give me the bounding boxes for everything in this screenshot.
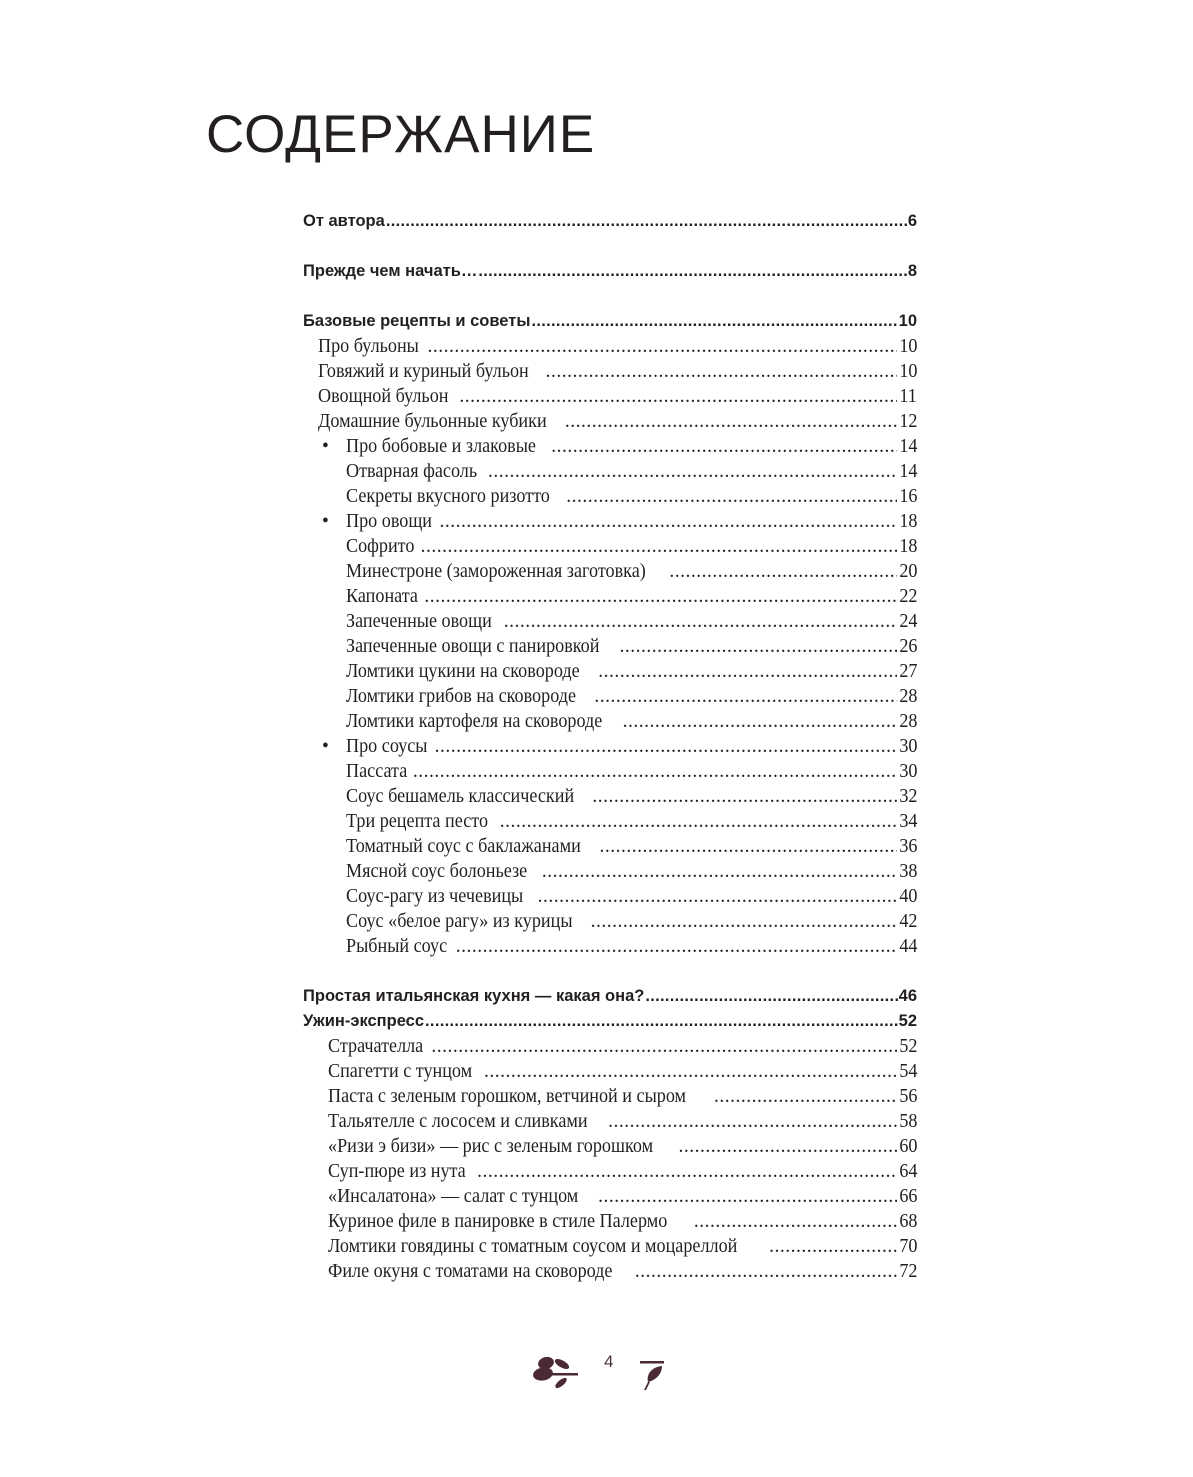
toc-entry-page: 44 [898,936,917,957]
toc-entry-page: 30 [898,736,917,757]
toc-entry[interactable] [303,1234,917,1259]
toc-entry-title: Софрито [346,536,415,557]
toc-entry-title: Про соусы [346,736,428,757]
toc-entry-title: Паста с зеленым горошком, ветчиной и сыром [328,1086,687,1107]
dot-leader [427,334,896,359]
toc-entry[interactable] [303,434,917,459]
dot-leader [769,1234,896,1259]
toc-entry-page: 34 [898,811,917,832]
toc-entry-page: 66 [898,1186,917,1207]
toc-entry-title: Куриное филе в панировке в стиле Палермо [328,1211,668,1232]
dot-leader [598,659,896,684]
toc-entry-title: Соус «белое рагу» из курицы [346,911,573,932]
toc-entry[interactable] [303,709,917,734]
toc-entry-page: 30 [898,761,917,782]
toc-entry[interactable] [303,534,917,559]
toc-entry-page: 14 [898,436,917,457]
toc-entry[interactable] [303,934,917,959]
toc-entry-title: «Ризи э бизи» — рис с зеленым горошком [328,1136,654,1157]
dot-leader [679,1134,897,1159]
toc-entry[interactable] [303,509,917,534]
toc-entry-title: Овощной бульон [318,386,449,407]
toc-entry[interactable] [303,1159,917,1184]
dot-leader [592,784,896,809]
dot-leader [431,1034,896,1059]
dot-leader [645,984,897,1009]
toc-entry-page: 14 [898,461,917,482]
toc-chapter[interactable] [303,1009,917,1034]
dot-leader [546,359,897,384]
dot-leader [565,409,897,434]
dot-leader [459,384,897,409]
toc-entry-title: Минестроне (замороженная заготовка) [346,561,646,582]
toc-entry-page: 38 [898,861,917,882]
toc-entry-page: 11 [899,386,917,407]
toc-entry-title: Запеченные овощи [346,611,492,632]
toc-entry[interactable] [303,459,917,484]
toc-entry[interactable] [303,484,917,509]
toc-entry-title: От автора [303,212,385,230]
toc-entry-page: 20 [898,561,917,582]
toc-entry[interactable] [303,1184,917,1209]
dot-leader [456,934,897,959]
page-footer [532,1350,672,1400]
dot-leader [531,309,897,334]
dot-leader [594,684,896,709]
toc-entry-title: Мясной соус болоньезе [346,861,528,882]
toc-entry[interactable] [303,684,917,709]
toc-entry-page: 24 [898,611,917,632]
toc-entry-title: Филе окуня с томатами на сковороде [328,1261,613,1282]
toc-entry-title: Томатный соус с баклажанами [346,836,581,857]
dot-leader [591,909,897,934]
dot-leader [478,259,906,284]
toc-entry-title: Ломтики картофеля на сковороде [346,711,603,732]
toc-entry-page: 26 [898,636,917,657]
toc-entry-page: 70 [898,1236,917,1257]
dot-leader [635,1259,897,1284]
toc-entry-page: 46 [898,987,917,1005]
toc-chapter[interactable] [303,259,917,284]
toc-entry[interactable] [303,1059,917,1084]
toc-entry-title: Секреты вкусного ризотто [346,486,550,507]
toc-entry[interactable] [303,334,917,359]
toc-entry-title: Про бобовые и злаковые [346,436,536,457]
dot-leader [500,809,897,834]
toc-entry-page: 72 [898,1261,917,1282]
toc-entry[interactable] [303,359,917,384]
toc-entry-title: Говяжий и куриный бульон [318,361,529,382]
dot-leader [484,1059,897,1084]
toc-entry-page: 28 [898,686,917,707]
dot-leader [714,1084,897,1109]
dot-leader [542,859,897,884]
toc-entry-page: 16 [898,486,917,507]
toc-entry-page: 64 [898,1161,917,1182]
toc-entry[interactable] [303,634,917,659]
toc-entry-page: 40 [898,886,917,907]
toc-entry-page: 18 [898,536,917,557]
dot-leader [599,834,896,859]
toc-entry-page: 10 [898,312,917,330]
toc-entry[interactable] [303,784,917,809]
toc-entry-title: Домашние бульонные кубики [318,411,547,432]
toc-entry-title: Про бульоны [318,336,419,357]
dot-leader [421,534,897,559]
toc-entry[interactable] [303,1134,917,1159]
toc-entry-title: Соус-рагу из чечевицы [346,886,524,907]
toc-entry[interactable] [303,609,917,634]
toc-entry-page: 58 [898,1111,917,1132]
toc-entry-page: 6 [907,212,917,230]
toc-entry[interactable] [303,1084,917,1109]
dot-leader [488,459,897,484]
dot-leader [598,1184,896,1209]
table-of-contents [303,209,917,1284]
toc-entry-page: 8 [907,262,917,280]
dot-leader [551,434,896,459]
dot-leader [504,609,897,634]
dot-leader [538,884,897,909]
toc-entry-page: 18 [898,511,917,532]
toc-entry-title: Рыбный соус [346,936,448,957]
toc-entry-page: 56 [898,1086,917,1107]
dot-leader [566,484,896,509]
toc-entry-title: Запеченные овощи с панировкой [346,636,600,657]
toc-entry[interactable] [303,759,917,784]
toc-entry-page: 42 [898,911,917,932]
toc-entry-page: 52 [898,1012,917,1030]
toc-entry[interactable] [303,809,917,834]
toc-entry[interactable] [303,659,917,684]
toc-entry-title: Пассата [346,761,408,782]
toc-entry-page: 36 [898,836,917,857]
toc-entry-title: Страчателла [328,1036,424,1057]
toc-entry[interactable] [303,1259,917,1284]
toc-entry[interactable] [303,884,917,909]
toc-chapter[interactable] [303,309,917,334]
leaf-icon [638,1360,668,1400]
toc-entry[interactable] [303,1109,917,1134]
toc-entry-title: Прежде чем начать… [303,262,478,280]
dot-leader [623,709,897,734]
toc-entry[interactable] [303,409,917,434]
toc-entry[interactable] [303,834,917,859]
toc-entry-title: Ломтики грибов на сковороде [346,686,577,707]
dot-leader [425,1009,898,1034]
bullet-icon: • [322,511,329,532]
toc-entry[interactable] [303,1034,917,1059]
toc-entry[interactable] [303,1209,917,1234]
toc-entry-page: 28 [898,711,917,732]
toc-entry-title: Тальятелле с лососем и сливками [328,1111,588,1132]
toc-entry-page: 54 [898,1061,917,1082]
toc-entry-title: Три рецепта песто [346,811,489,832]
toc-entry-title: Капоната [346,586,418,607]
page-number: 4 [604,1352,614,1371]
dot-leader [620,634,897,659]
toc-chapter[interactable] [303,209,917,234]
toc-entry-page: 10 [898,336,917,357]
toc-entry-title: Базовые рецепты и советы [303,312,531,330]
toc-entry-title: «Инсалатона» — салат с тунцом [328,1186,579,1207]
toc-entry-title: Соус бешамель классический [346,786,575,807]
bullet-icon: • [322,436,329,457]
toc-entry[interactable] [303,559,917,584]
dot-leader [413,759,897,784]
dot-leader [694,1209,897,1234]
toc-entry[interactable] [303,909,917,934]
toc-entry-title: Спагетти с тунцом [328,1061,473,1082]
toc-entry-title: Ломтики цукини на сковороде [346,661,580,682]
toc-entry-page: 22 [898,586,917,607]
toc-entry-page: 12 [898,411,917,432]
dot-leader [608,1109,896,1134]
dot-leader [386,209,907,234]
toc-entry[interactable] [303,384,917,409]
toc-entry[interactable] [303,734,917,759]
toc-chapter[interactable] [303,984,917,1009]
toc-entry-page: 68 [898,1211,917,1232]
toc-entry[interactable] [303,584,917,609]
page-title: СОДЕРЖАНИЕ [206,105,596,164]
dot-leader [424,584,896,609]
toc-entry-title: Суп-пюре из нута [328,1161,466,1182]
bullet-icon: • [322,736,329,757]
toc-entry-page: 32 [898,786,917,807]
toc-entry-page: 60 [898,1136,917,1157]
toc-entry-page: 52 [898,1036,917,1057]
toc-entry-page: 27 [898,661,917,682]
toc-entry-title: Простая итальянская кухня — какая она? [303,987,645,1005]
toc-entry-title: Ужин-экспресс [303,1012,425,1030]
dot-leader [439,509,896,534]
dot-leader [477,1159,896,1184]
toc-entry-title: Про овощи [346,511,433,532]
toc-entry-title: Ломтики говядины с томатным соусом и моцареллой [328,1236,738,1257]
dot-leader [435,734,897,759]
toc-entry-title: Отварная фасоль [346,461,478,482]
toc-entry-page: 10 [898,361,917,382]
dot-leader [669,559,896,584]
toc-entry[interactable] [303,859,917,884]
